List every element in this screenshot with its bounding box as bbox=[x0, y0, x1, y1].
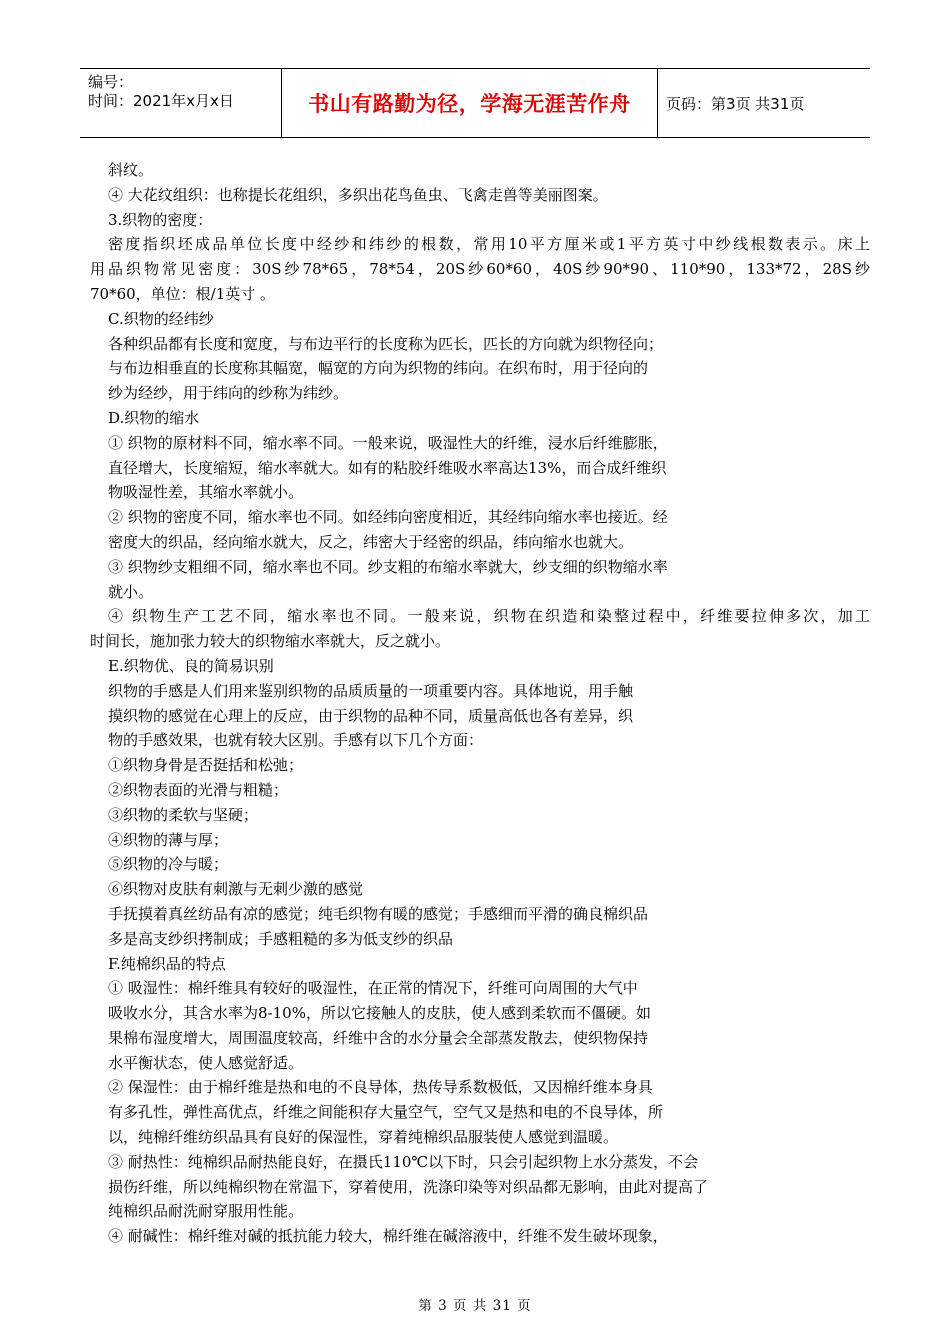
text-line: 就小。 bbox=[108, 582, 154, 601]
text-line: 果棉布湿度增大，周围温度较高，纤维中含的水分量会全部蒸发散去，使织物保持 bbox=[108, 1028, 649, 1047]
text-line: ① 吸湿性：棉纤维具有较好的吸湿性，在正常的情况下，纤维可向周围的大气中 bbox=[108, 979, 638, 998]
text-line: 与布边相垂直的长度称其幅宽，幅宽的方向为织物的纬向。在织布时，用于径向的 bbox=[108, 359, 649, 378]
text-line: E.织物优、良的简易识别 bbox=[108, 656, 274, 675]
text-line: ④ 织物生产工艺不同，缩水率也不同。一般来说，织物在织造和染整过程中，纤维要拉伸多次，加工 bbox=[108, 607, 870, 626]
text-line: ② 织物的密度不同，缩水率也不同。如经纬向密度相近，其经纬向缩水率也接近。经 bbox=[108, 508, 668, 527]
text-line: 密度指织坯成品单位长度中经纱和纬纱的根数，常用10平方厘米或1平方英寸中纱线根数表示。床上 bbox=[108, 235, 870, 254]
text-line: 纱为经纱，用于纬向的纱称为纬纱。 bbox=[108, 384, 349, 403]
text-line: 以，纯棉纤维纺织品具有良好的保湿性，穿着纯棉织品服装使人感觉到温暖。 bbox=[108, 1128, 619, 1147]
text-line: 时间长，施加张力较大的织物缩水率就大，反之就小。 bbox=[90, 632, 451, 651]
text-line: 摸织物的感觉在心理上的反应，由于织物的品种不同，质量高低也各有差异，织 bbox=[108, 706, 634, 725]
document-body bbox=[90, 158, 870, 1249]
text-line: 损伤纤维，所以纯棉织物在常温下，穿着使用，洗涤印染等对织品都无影响，由此对提高了 bbox=[108, 1177, 709, 1196]
page-footer: 第 3 页 共 31 页 bbox=[418, 1298, 532, 1314]
text-line: ③织物的柔软与坚硬； bbox=[108, 805, 259, 824]
text-line: 密度大的织品，经向缩水就大，反之，纬密大于经密的织品，纬向缩水也就大。 bbox=[108, 532, 634, 551]
text-line: 直径增大，长度缩短，缩水率就大。如有的粘胶纤维吸水率高达13%，而合成纤维织 bbox=[108, 458, 667, 477]
text-line: 织物的手感是人们用来鉴别织物的品质质量的一项重要内容。具体地说，用手触 bbox=[108, 681, 634, 700]
text-line: ④织物的薄与厚； bbox=[108, 830, 229, 849]
text-line: 多是高支纱织拷制成；手感粗糙的多为低支纱的织品 bbox=[108, 929, 454, 948]
text-line: ④ 耐碱性：棉纤维对碱的抵抗能力较大，棉纤维在碱溶液中，纤维不发生破坏现象， bbox=[108, 1227, 668, 1246]
text-line: 70*60，单位：根/1英寸 。 bbox=[90, 284, 276, 303]
text-line: ②织物表面的光滑与粗糙； bbox=[108, 780, 289, 799]
text-line: ② 保湿性：由于棉纤维是热和电的不良导体，热传导系数极低，又因棉纤维本身具 bbox=[108, 1078, 653, 1097]
text-line: 水平衡状态，使人感觉舒适。 bbox=[108, 1053, 304, 1072]
text-line: 有多孔性，弹性高优点，纤维之间能积存大量空气，空气又是热和电的不良导体，所 bbox=[108, 1103, 664, 1122]
text-line: ①织物身骨是否挺括和松弛； bbox=[108, 756, 304, 775]
text-line: ⑤织物的冷与暖； bbox=[108, 855, 229, 874]
header-motto: 书山有路勤为径，学海无涯苦作舟 bbox=[282, 69, 658, 137]
text-line: 手抚摸着真丝纺品有凉的感觉；纯毛织物有暖的感觉；手感细而平滑的确良棉织品 bbox=[108, 904, 649, 923]
text-line: 物的手感效果，也就有较大区别。手感有以下几个方面： bbox=[108, 731, 484, 750]
text-line: ③ 耐热性：纯棉织品耐热能良好，在摄氏110℃以下时，只会引起织物上水分蒸发，不会 bbox=[108, 1152, 699, 1171]
text-line: 各种织品都有长度和宽度，与布边平行的长度称为匹长，匹长的方向就为织物径向； bbox=[108, 334, 664, 353]
header-info-cell bbox=[80, 69, 282, 137]
text-line: 纯棉织品耐洗耐穿服用性能。 bbox=[108, 1202, 304, 1221]
text-line: ⑥织物对皮肤有刺激与无刺少激的感觉 bbox=[108, 880, 364, 899]
text-line: C.织物的经纬纱 bbox=[108, 309, 214, 328]
text-line: ④ 大花纹组织：也称提长花组织，多织出花鸟鱼虫、飞禽走兽等美丽图案。 bbox=[108, 185, 608, 204]
document-header bbox=[80, 68, 870, 138]
text-line: D.织物的缩水 bbox=[108, 408, 200, 427]
text-line: F.纯棉织品的特点 bbox=[108, 954, 226, 973]
text-line: 斜纹。 bbox=[108, 161, 154, 179]
text-line: 用品织物常见密度：30S纱78*65，78*54，20S纱60*60，40S纱90*90、110*90，133*72，28S纱 bbox=[90, 260, 870, 279]
text-line: ③ 织物纱支粗细不同，缩水率也不同。纱支粗的布缩水率就大，纱支细的织物缩水率 bbox=[108, 557, 668, 576]
text-line: 3.织物的密度： bbox=[108, 210, 213, 229]
text-line: 物吸湿性差，其缩水率就小。 bbox=[108, 483, 304, 502]
document-number-label: 编号： bbox=[88, 73, 134, 91]
header-page-label: 页码：第3页 共31页 bbox=[666, 94, 805, 113]
text-line: ① 织物的原材料不同，缩水率不同。一般来说，吸湿性大的纤维，浸水后纤维膨胀， bbox=[108, 433, 668, 452]
text-line: 吸收水分，其含水率为8-10%，所以它接触人的皮肤，使人感到柔软而不僵硬。如 bbox=[108, 1004, 651, 1023]
document-date-label: 时间：2021年x月x日 bbox=[88, 92, 234, 110]
